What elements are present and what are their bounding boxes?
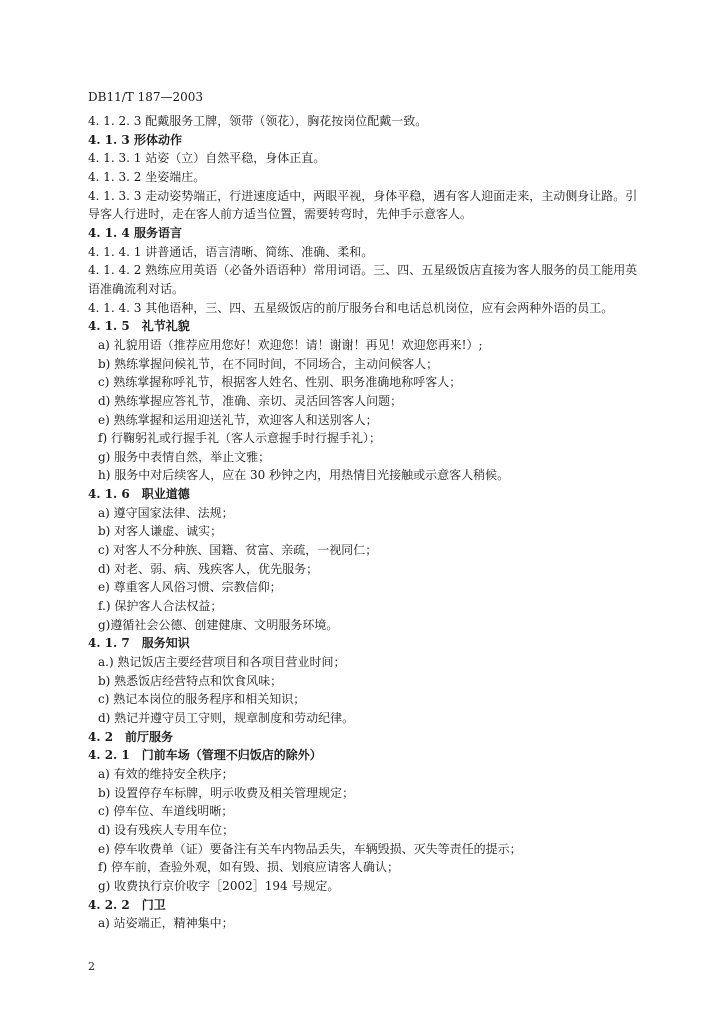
list-item: c) 熟记本岗位的服务程序和相关知识； — [98, 692, 306, 707]
list-item: e) 尊重客人风俗习惯、宗教信仰； — [98, 580, 282, 595]
list-item: f) 行鞠躬礼或行握手礼（客人示意握手时行握手礼）； — [98, 431, 381, 446]
list-item: c) 对客人不分种族、国籍、贫富、亲疏，一视同仁； — [98, 543, 378, 558]
list-item: e) 熟练掌握和运用迎送礼节，欢迎客人和送别客人； — [98, 412, 378, 427]
list-item: g) 收费执行京价收字［2002］194 号规定。 — [98, 878, 340, 893]
list-item: d) 熟练掌握应答礼节，准确、亲切、灵活回答客人问题； — [98, 393, 403, 408]
list-item: e) 停车收费单（证）要备注有关车内物品丢失，车辆毁损、灭失等责任的提示； — [98, 841, 522, 856]
section-heading: 4. 1. 5 礼节礼貌 — [88, 319, 190, 334]
list-item: f) 停车前，查验外观，如有毁、损、划痕应请客人确认； — [98, 860, 399, 875]
list-item: c) 熟练掌握称呼礼节，根据客人姓名、性别、职务准确地称呼客人； — [98, 375, 462, 390]
section-heading: 4. 2. 2 门卫 — [88, 897, 166, 912]
list-item: h) 服务中对后续客人，应在 30 秒钟之内，用热情目光接触或示意客人稍候。 — [98, 468, 510, 483]
list-item: a) 礼貌用语（推荐应用您好！欢迎您！请！谢谢！再见！欢迎您再来!）; — [98, 337, 483, 352]
page-number: 2 — [88, 960, 95, 973]
list-item: a) 有效的维持安全秩序； — [98, 766, 234, 781]
list-item: a.) 熟记饭店主要经营项目和各项目营业时间； — [98, 655, 346, 670]
list-item: a) 遵守国家法律、法规； — [98, 505, 234, 520]
text-line: 4. 1. 2. 3 配戴服务工牌，领带（领花），胸花按岗位配戴一致。 — [88, 114, 428, 128]
list-item: d) 设有残疾人专用车位； — [98, 822, 235, 837]
section-heading: 4. 1. 7 服务知识 — [88, 636, 190, 651]
section-heading: 4. 1. 4 服务语言 — [88, 225, 182, 240]
section-heading: 4. 1. 3 形体动作 — [88, 132, 182, 147]
text-line: 4. 1. 4. 1 讲普通话，语言清晰、简练、准确、柔和。 — [88, 244, 374, 259]
list-item: c) 停车位、车道线明晰； — [98, 804, 234, 819]
text-line: 导客人行进时，走在客人前方适当位置，需要转弯时，先伸手示意客人。 — [88, 207, 473, 222]
document-body — [88, 112, 666, 933]
text-line: 语准确流利对话。 — [88, 281, 185, 296]
list-item: b) 设置停存车标牌，明示收费及相关管理规定； — [98, 785, 355, 800]
list-item: f.) 保护客人合法权益； — [98, 599, 223, 614]
list-item: d) 熟记并遵守员工守则，规章制度和劳动纪律。 — [98, 711, 355, 725]
document-header: DB11/T 187—2003 — [88, 90, 204, 104]
list-item: b) 熟悉饭店经营特点和饮食风味； — [98, 673, 283, 688]
list-item: g) 服务中表情自然，举止文雅； — [98, 449, 271, 464]
section-heading: 4. 2. 1 门前车场（管理不归饭店的除外） — [88, 748, 322, 763]
text-line: 4. 1. 3. 2 坐姿端庄。 — [88, 169, 206, 184]
text-line: 4. 1. 3. 3 走动姿势端正，行进速度适中，两眼平视，身体平稳，遇有客人迎面走来，主动侧身让路。引 — [88, 188, 638, 203]
list-item: d) 对老、弱、病、残疾客人，优先服务； — [98, 561, 319, 576]
list-item: b) 对客人谦虚、诚实； — [98, 524, 223, 539]
list-item: b) 熟练掌握问候礼节，在不同时间，不同场合，主动问候客人； — [98, 356, 439, 371]
text-line: 4. 1. 4. 2 熟练应用英语（必备外语语种）常用词语。三、四、五星级饭店直接为客人服务的员工能用英 — [88, 263, 638, 278]
list-item: a) 站姿端正，精神集中； — [98, 916, 234, 931]
list-item: g)遵循社会公德、创建健康、文明服务环境。 — [98, 617, 339, 632]
section-heading: 4. 2 前厅服务 — [88, 729, 174, 744]
text-line: 4. 1. 3. 1 站姿（立）自然平稳，身体正直。 — [88, 151, 326, 166]
text-line: 4. 1. 4. 3 其他语种，三、四、五星级饭店的前厅服务台和电话总机岗位，应有会两种外语的员工。 — [88, 300, 614, 315]
section-heading: 4. 1. 6 职业道德 — [88, 487, 190, 502]
